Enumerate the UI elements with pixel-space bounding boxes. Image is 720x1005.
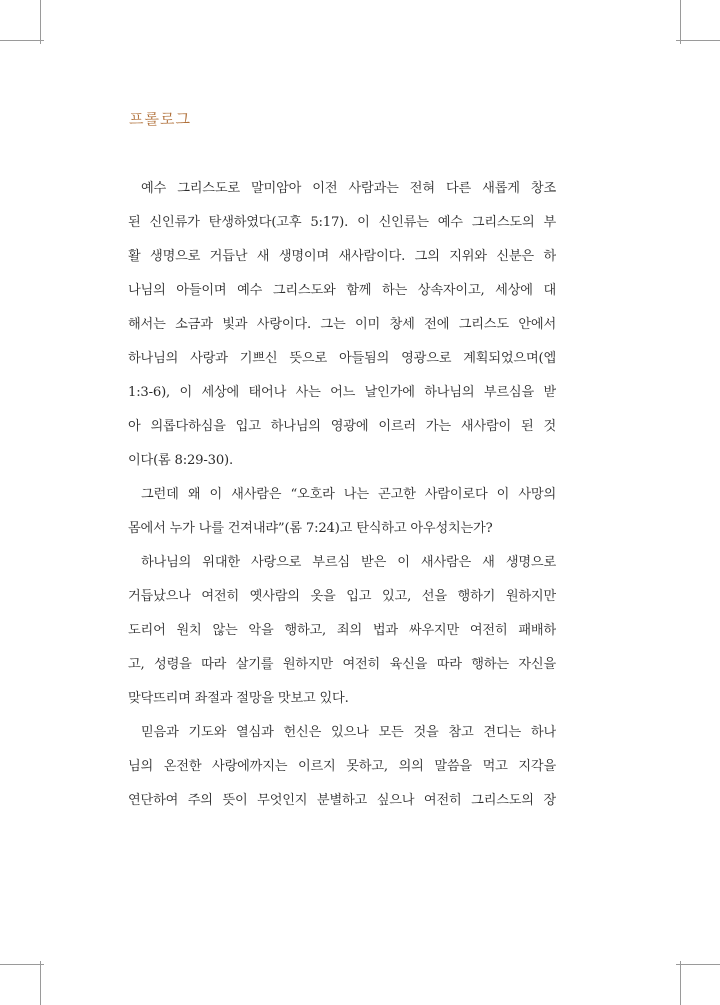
text-line: 몸에서 누가 나를 건져내랴”(롬 7:24)고 탄식하고 아우성치는가? [128,521,493,536]
text-line: 고, 성령을 따라 살기를 원하지만 여전히 육신을 따라 행하는 자신을 [128,657,556,672]
crop-mark [0,964,44,965]
crop-mark [40,961,41,1005]
text-line: 연단하여 주의 뜻이 무엇인지 분별하고 싶으나 여전히 그리스도의 장 [128,793,556,808]
crop-mark [676,40,720,41]
text-line: 그런데 왜 이 새사람은 “오호라 나는 곤고한 사람이로다 이 사망의 [141,487,556,502]
paragraph [128,172,556,478]
crop-mark [680,0,681,44]
text-line: 하나님의 위대한 사랑으로 부르심 받은 이 새사람은 새 생명으로 [141,555,556,570]
paragraph [128,478,556,546]
text-line: 맞닥뜨리며 좌절과 절망을 맛보고 있다. [128,691,349,706]
text-line: 님의 온전한 사랑에까지는 이르지 못하고, 의의 말씀을 먹고 지각을 [128,759,556,774]
text-line: 하나님의 사랑과 기쁘신 뜻으로 아들됨의 영광으로 계획되었으며(엡 [128,351,556,366]
paragraph [128,546,556,716]
text-line: 1:3-6), 이 세상에 태어나 사는 어느 날인가에 하나님의 부르심을 받 [128,385,556,400]
page-heading: 프롤로그 [129,110,191,128]
body-text [128,172,556,818]
text-line: 도리어 원치 않는 악을 행하고, 죄의 법과 싸우지만 여전히 패배하 [128,623,556,638]
text-line: 나님의 아들이며 예수 그리스도와 함께 하는 상속자이고, 세상에 대 [128,283,556,298]
crop-mark [0,40,44,41]
text-line: 거듭났으나 여전히 옛사람의 옷을 입고 있고, 선을 행하기 원하지만 [128,589,556,604]
text-line: 된 신인류가 탄생하였다(고후 5:17). 이 신인류는 예수 그리스도의 부 [128,215,556,230]
crop-mark [680,961,681,1005]
text-line: 활 생명으로 거듭난 새 생명이며 새사람이다. 그의 지위와 신분은 하 [128,249,556,264]
text-line: 이다(롬 8:29-30). [128,453,233,468]
text-line: 아 의롭다하심을 입고 하나님의 영광에 이르러 가는 새사람이 된 것 [128,419,556,434]
crop-mark [676,964,720,965]
crop-mark [40,0,41,44]
text-line: 해서는 소금과 빛과 사랑이다. 그는 이미 창세 전에 그리스도 안에서 [128,317,556,332]
text-line: 예수 그리스도로 말미암아 이전 사람과는 전혀 다른 새롭게 창조 [141,181,556,196]
paragraph [128,716,556,818]
text-line: 믿음과 기도와 열심과 헌신은 있으나 모든 것을 참고 견디는 하나 [141,725,556,740]
